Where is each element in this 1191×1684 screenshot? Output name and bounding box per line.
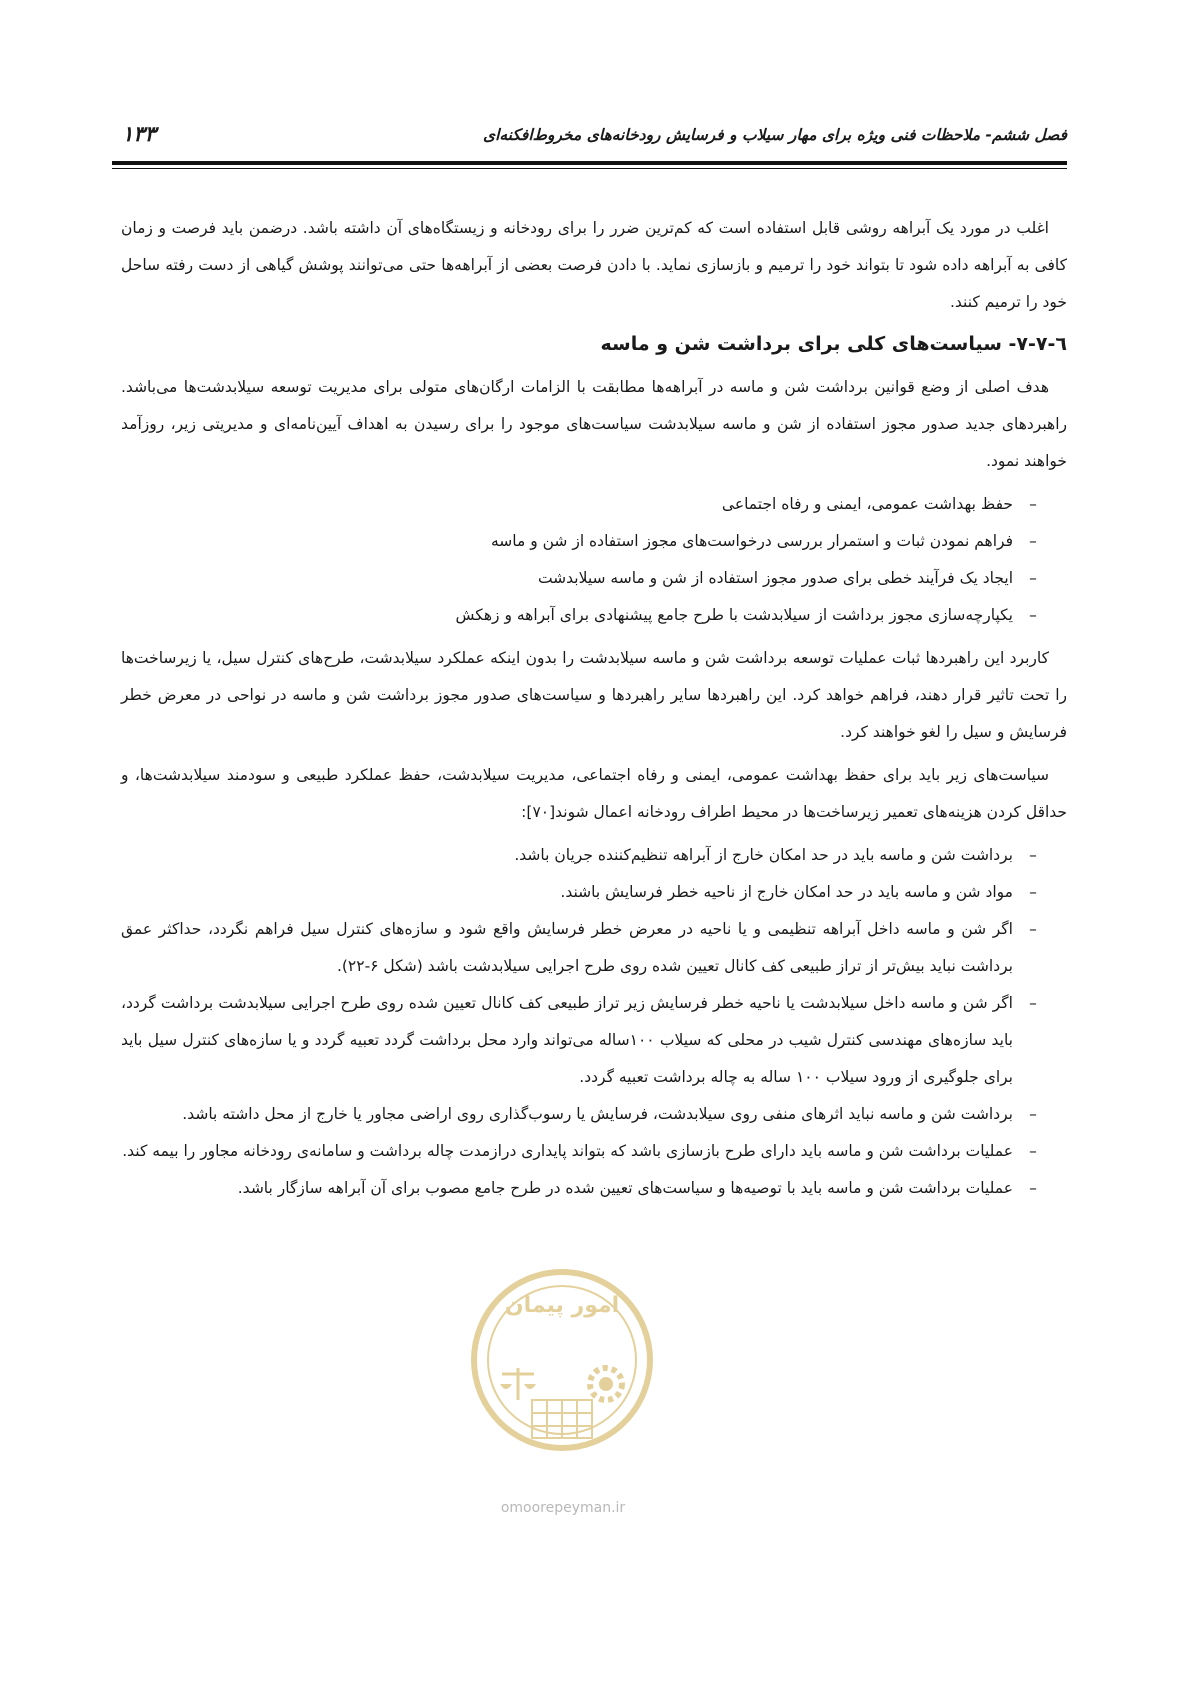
bullet-dash: – bbox=[1029, 1142, 1037, 1160]
bullet-dash: – bbox=[1029, 569, 1037, 587]
policies-list-item bbox=[121, 985, 1043, 1096]
policies-list-item-text: مواد شن و ماسه باید در حد امکان خارج از ناحیه خطر فرسایش باشند. bbox=[560, 883, 1013, 901]
policies-list-item bbox=[121, 874, 1043, 911]
header-rule-thin bbox=[112, 168, 1067, 169]
bullet-dash: – bbox=[1029, 883, 1037, 901]
body-content bbox=[121, 210, 1067, 1213]
bullet-dash: – bbox=[1029, 532, 1037, 550]
policies-list-item-text: برداشت شن و ماسه نباید اثرهای منفی روی سیلابدشت، فرسایش یا رسوب‌گذاری روی اراضی مجاور یا خارج از محل داشته باشد. bbox=[182, 1105, 1013, 1123]
policies-list-item-text: عملیات برداشت شن و ماسه باید با توصیه‌ها و سیاست‌های تعیین شده در طرح جامع مصوب برای آن آبراهه سازگار باشد. bbox=[237, 1179, 1013, 1197]
watermark-url: omoorepeyman.ir bbox=[500, 1500, 626, 1516]
section-paragraph-1: هدف اصلی از وضع قوانین برداشت شن و ماسه در آبراهه‌ها مطابقت با الزامات ارگان‌های متولی برای مدیریت توسعه سیلابدشت‌ها می‌باشد. راهبردهای جدید صدور مجوز استفاده از شن و ماسه سیلابدشت سیاست‌های موجود را برای رسیدن به اهداف آیین‌نامه‌ای و مدیریتی زیر، روزآمد خواهند نمود. bbox=[121, 378, 1067, 470]
goals-list-item-text: فراهم نمودن ثبات و استمرار بررسی درخواست‌های مجوز استفاده از شن و ماسه bbox=[490, 532, 1013, 550]
policies-list-item-text: عملیات برداشت شن و ماسه باید دارای طرح بازسازی باشد که بتواند پایداری درازمدت چاله برداشت و سامانه‌ی رودخانه مجاور را بیمه کند. bbox=[122, 1142, 1013, 1160]
watermark-logo-text: امور پیمان bbox=[504, 1293, 620, 1318]
policies-list-item bbox=[121, 1133, 1043, 1170]
policies-list-item-text: اگر شن و ماسه داخل سیلابدشت یا ناحیه خطر فرسایش زیر تراز طبیعی کف کانال تعیین شده روی طرح اجرایی سیلابدشت برداشت گردد، باید سازه‌های مهندسی کنترل شیب در محلی که سیلاب ۱۰۰ساله می‌تواند وارد محل برداشت گردد تعبیه گردد و یا سازه‌های کنترل سیل باید برای جلوگیری از ورود سیلاب ۱۰۰ ساله به چاله برداشت تعبیه گردد. bbox=[121, 994, 1013, 1086]
goals-list-item bbox=[121, 560, 1043, 597]
bullet-dash: – bbox=[1029, 846, 1037, 864]
section-paragraph-2: کاربرد این راهبردها ثبات عملیات توسعه برداشت شن و ماسه سیلابدشت را بدون اینکه عملکرد سیلابدشت، طرح‌های کنترل سیل، یا زیرساخت‌ها را تحت تاثیر قرار دهند، فراهم خواهد کرد. این راهبردها سایر راهبردها و سیاست‌های صدور مجوز برداشت شن و ماسه در نواحی در معرض خطر فرسایش و سیل را لغو خواهند کرد. bbox=[121, 649, 1067, 741]
running-header bbox=[112, 118, 1067, 158]
watermark-logo bbox=[462, 1250, 662, 1490]
bullet-dash: – bbox=[1029, 920, 1037, 938]
goals-list-item-text: یکپارچه‌سازی مجوز برداشت از سیلابدشت با طرح جامع پیشنهادی برای آبراهه و زهکش bbox=[455, 606, 1013, 624]
policies-list-item-text: برداشت شن و ماسه باید در حد امکان خارج از آبراهه تنظیم‌کننده جریان باشد. bbox=[514, 846, 1013, 864]
goals-list-item bbox=[121, 597, 1043, 634]
bullet-dash: – bbox=[1029, 606, 1037, 624]
policies-list-item bbox=[121, 911, 1043, 985]
policies-list-item-text: اگر شن و ماسه داخل آبراهه تنظیمی و یا ناحیه در معرض خطر فرسایش واقع شود و سازه‌های کنترل سیل فراهم نگردد، حداکثر عمق برداشت نباید بیش‌تر از تراز طبیعی کف کانال تعیین شده روی طرح اجرایی سیلابدشت باشد (شکل ۶-۲۲). bbox=[121, 920, 1013, 975]
bullet-dash: – bbox=[1029, 495, 1037, 513]
section-paragraph-3: سیاست‌های زیر باید برای حفظ بهداشت عمومی، ایمنی و رفاه اجتماعی، مدیریت سیلابدشت، حفظ عملکرد طبیعی و سودمند سیلابدشت‌ها، و حداقل کردن هزینه‌های تعمیر زیرساخت‌ها در محیط اطراف رودخانه اعمال شوند[۷۰]: bbox=[121, 766, 1067, 821]
goals-list-item bbox=[121, 523, 1043, 560]
page-number: ۱۳۳ bbox=[122, 122, 156, 146]
policies-list-item bbox=[121, 1170, 1043, 1207]
section-heading: ٦-۷-۷- سیاست‌های کلی برای برداشت شن و ماسه bbox=[600, 333, 1067, 355]
goals-list-item bbox=[121, 486, 1043, 523]
goals-list-item-text: ایجاد یک فرآیند خطی برای صدور مجوز استفاده از شن و ماسه سیلابدشت bbox=[537, 569, 1013, 587]
bullet-dash: – bbox=[1029, 1179, 1037, 1197]
policies-list-item bbox=[121, 1096, 1043, 1133]
goals-list-item-text: حفظ بهداشت عمومی، ایمنی و رفاه اجتماعی bbox=[721, 495, 1013, 513]
policies-list-item bbox=[121, 837, 1043, 874]
policies-list bbox=[121, 837, 1067, 1207]
header-rule-thick bbox=[112, 161, 1067, 165]
bullet-dash: – bbox=[1029, 1105, 1037, 1123]
goals-list bbox=[121, 486, 1067, 634]
bullet-dash: – bbox=[1029, 994, 1037, 1012]
chapter-title: فصل ششم- ملاحظات فنی ویژه برای مهار سیلاب و فرسایش رودخانه‌های مخروط‌افکنه‌ای bbox=[482, 126, 1067, 144]
intro-paragraph: اغلب در مورد یک آبراهه روشی قابل استفاده است که کم‌ترین ضرر را برای رودخانه و زیستگاه‌های آن داشته باشد. درضمن باید فرصت و زمان کافی به آبراهه داده شود تا بتواند خود را ترمیم و بازسازی نماید. با دادن فرصت بعضی از آبراهه‌ها حتی می‌توانند پوشش گیاهی از دست رفته ساحل خود را ترمیم کنند. bbox=[121, 219, 1067, 311]
